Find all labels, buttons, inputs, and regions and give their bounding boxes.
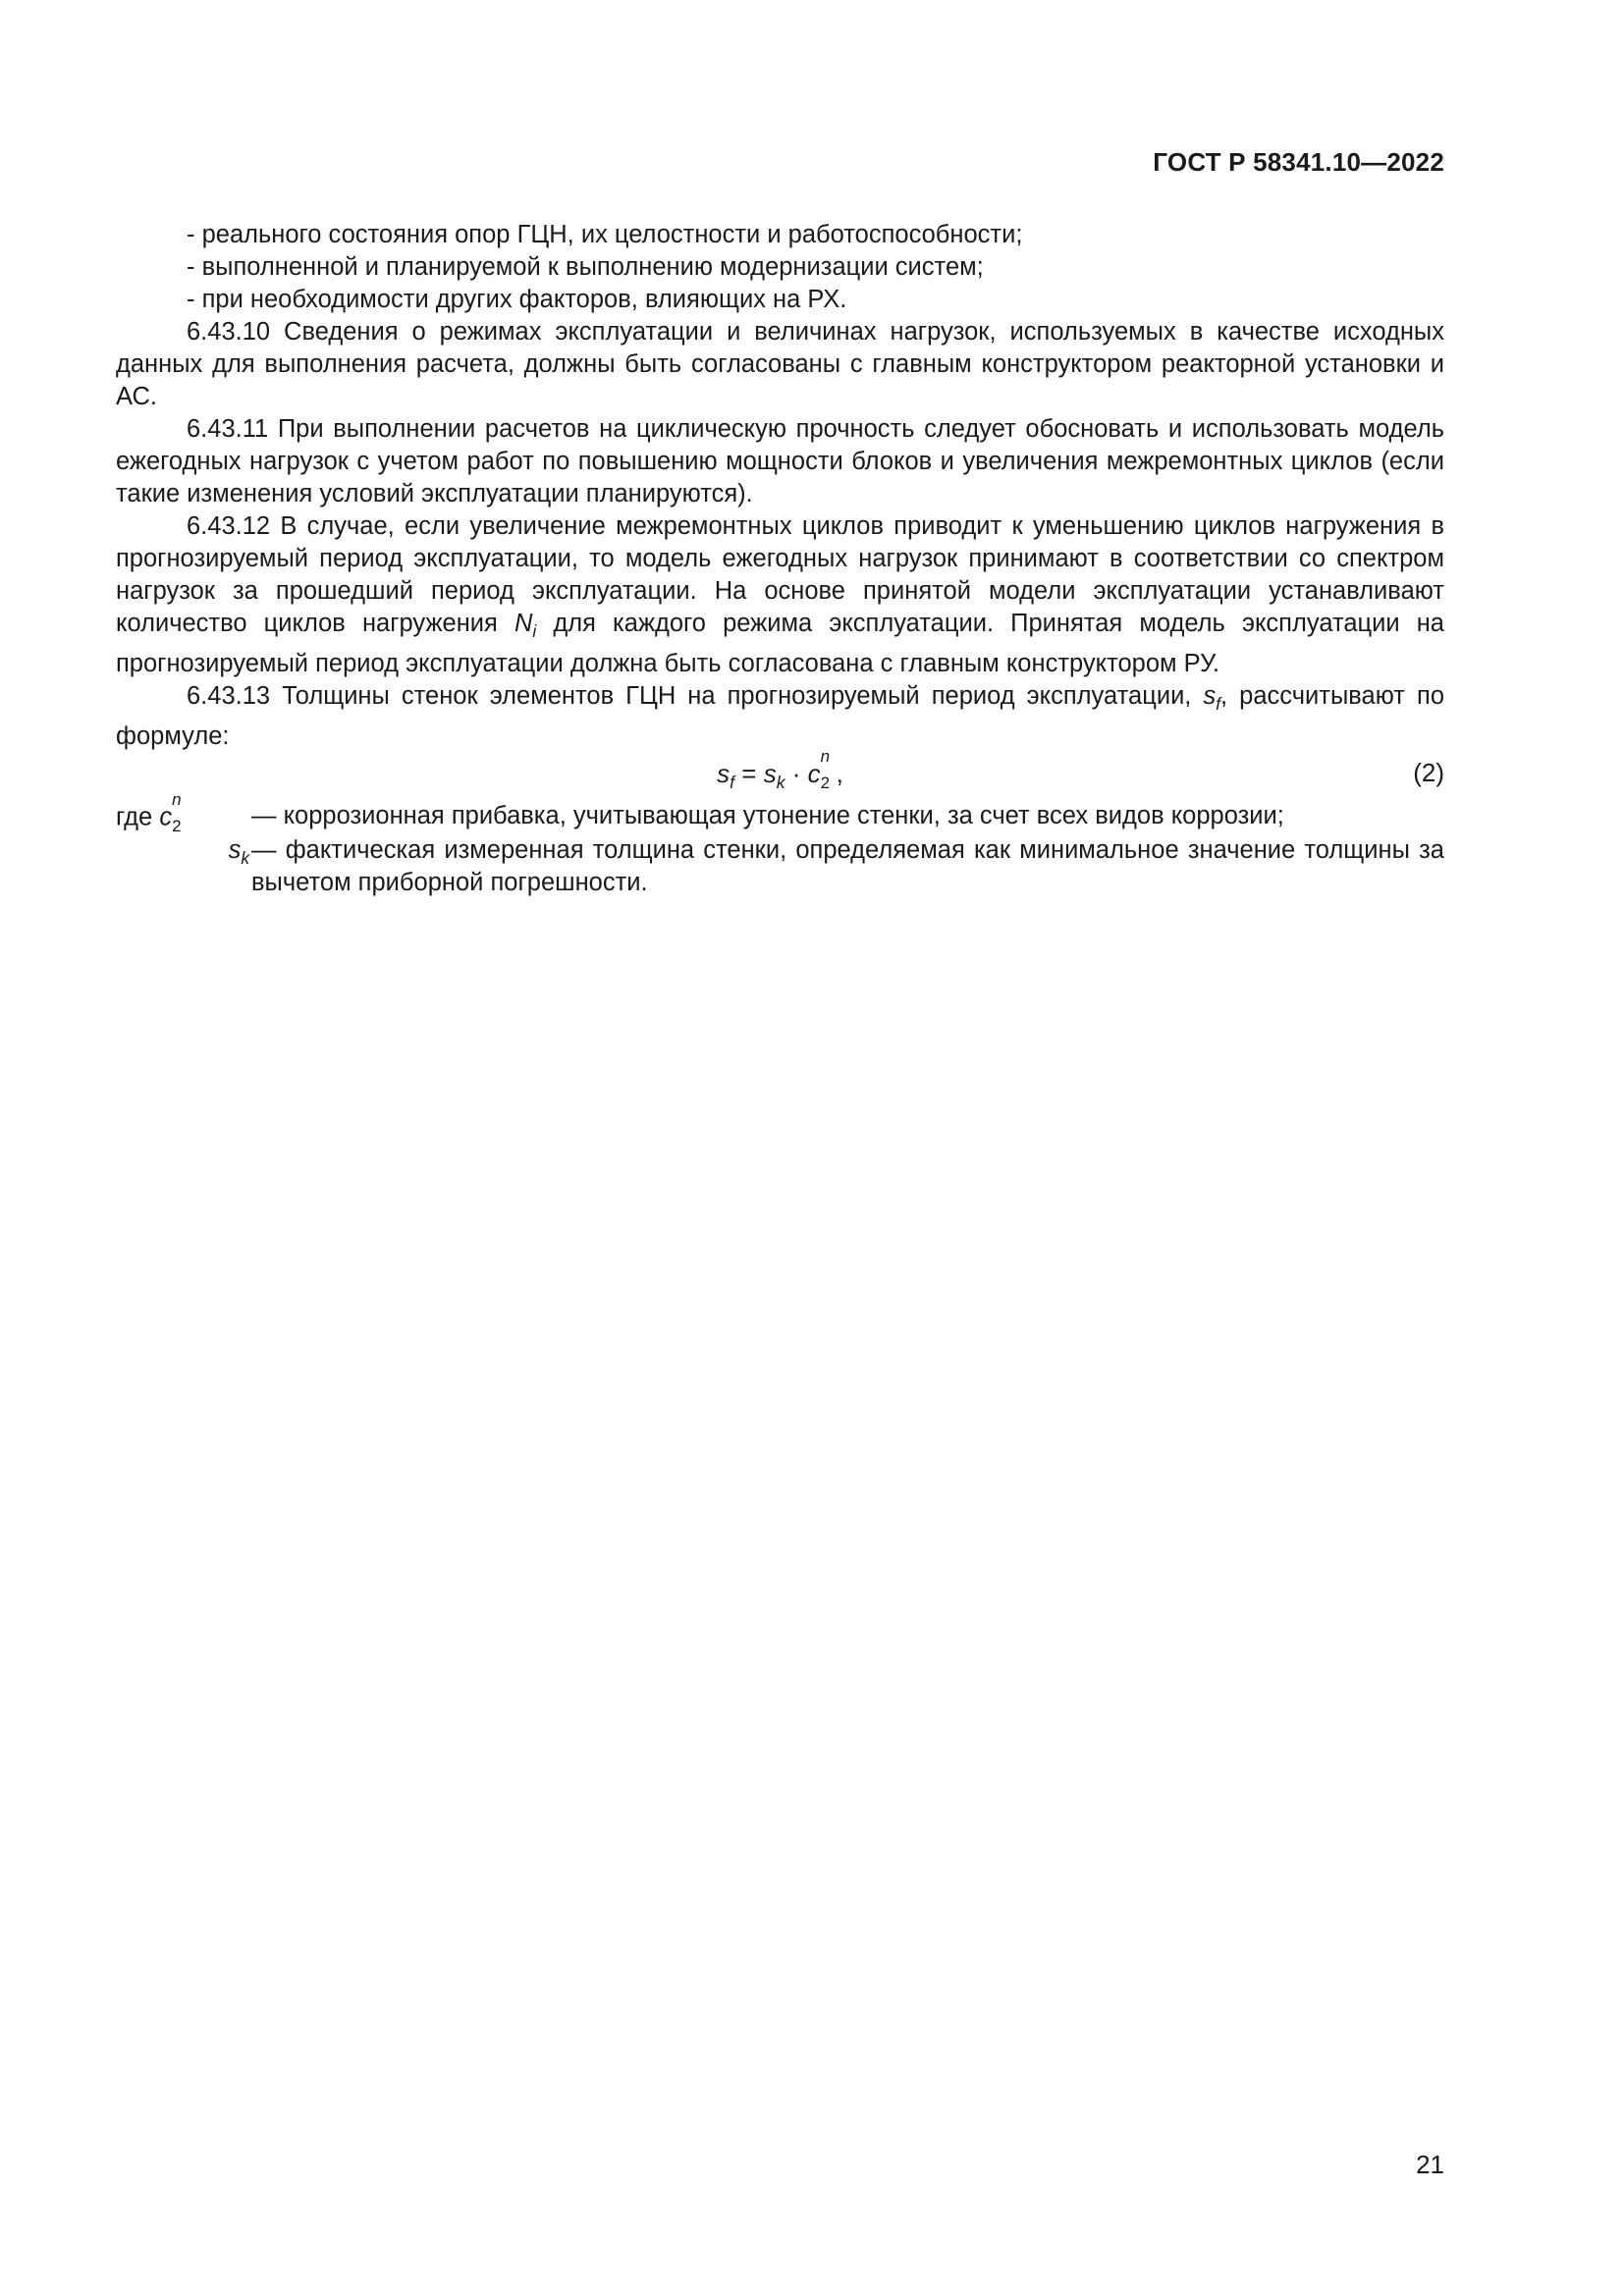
formula-row	[116, 747, 1444, 793]
definition-text: — коррозионная прибавка, учитывающая утонение стенки, за счет всех видов коррозии;	[251, 802, 1284, 830]
list-item: - выполненной и планируемой к выполнению модернизации систем;	[187, 253, 984, 281]
definition-symbol-subscript: 2	[172, 816, 182, 835]
definition-item	[116, 834, 1444, 899]
definition-symbol-subscript: k	[241, 847, 249, 868]
paragraph-text: для каждого режима эксплуатации. Принятая модель эксплуатации на прогнозируемый период эксплуатации должна быть согласована с главным конструктором РУ.	[116, 610, 1444, 678]
formula-c: c	[807, 759, 821, 789]
thickness-symbol-subscript: f	[1216, 694, 1221, 715]
definition-item	[116, 790, 1444, 835]
formula-lhs-subscript: f	[730, 773, 735, 793]
paragraph-text: 6.43.13 Толщины стенок элементов ГЦН на прогнозируемый период эксплуатации,	[187, 682, 1204, 711]
definition-symbol	[116, 790, 251, 835]
formula-tail: ,	[836, 759, 843, 789]
formula-equals: =	[734, 759, 764, 789]
document-code-header: ГОСТ Р 58341.10—2022	[1153, 147, 1444, 177]
definition-symbol-superscript: n	[172, 790, 182, 810]
formula-c-indices	[820, 747, 837, 793]
definitions-list	[116, 790, 1444, 899]
definition-symbol	[116, 834, 251, 875]
formula-c-subscript: 2	[820, 774, 831, 793]
list-item: - при необходимости других факторов, влияющих на РХ.	[187, 286, 847, 313]
formula-c-superscript: n	[820, 747, 831, 767]
list-item: - реального состояния опор ГЦН, их целостности и работоспособности;	[187, 221, 1023, 248]
formula-s-subscript: k	[776, 773, 785, 793]
paragraph-6-43-11: 6.43.11 При выполнении расчетов на циклическую прочность следует обосновать и использовать модель ежегодных нагрузок с учетом работ по повышению мощности блоков и увеличения межремонтных циклов (если такие изменения условий эксплуатации планируются).	[116, 415, 1444, 507]
paragraph-6-43-10: 6.43.10 Сведения о режимах эксплуатации и величинах нагрузок, используемых в качестве исходных данных для выполнения расчета, должны быть согласованы с главным конструктором реакторной установки и АС.	[116, 318, 1444, 410]
paragraph-text: 6.43.12 В случае, если увеличение межремонтных циклов приводит к уменьшению циклов нагружения в прогнозируемый период эксплуатации, то модель ежегодных нагрузок принимают в соответствии со спектром нагрузок за прошедший период эксплуатации. На основе принятой модели эксплуатации устанавливают количество циклов нагружения	[116, 512, 1444, 637]
definition-text: — фактическая измеренная толщина стенки, определяемая как минимальное значение толщины за вычетом приборной погрешности.	[251, 835, 1444, 896]
paragraph-text: , рассчитывают по формуле:	[116, 682, 1445, 751]
page-number: 21	[1416, 2150, 1444, 2179]
formula-number: (2)	[1413, 758, 1444, 788]
definition-prefix: где	[116, 803, 160, 831]
cycles-symbol-subscript: i	[532, 621, 537, 642]
formula-lhs: s	[717, 759, 731, 789]
definition-symbol-indices	[172, 790, 188, 835]
cycles-symbol: N	[514, 610, 533, 637]
definition-symbol-letter: s	[228, 835, 242, 864]
paragraph-6-43-13	[116, 680, 1444, 753]
thickness-symbol: s	[1203, 682, 1217, 711]
paragraph-6-43-12	[116, 510, 1444, 680]
definition-symbol-letter: c	[159, 803, 173, 831]
formula-s: s	[763, 759, 777, 789]
formula	[116, 747, 1444, 799]
formula-dot: ·	[785, 759, 808, 789]
page-body	[116, 219, 1444, 899]
